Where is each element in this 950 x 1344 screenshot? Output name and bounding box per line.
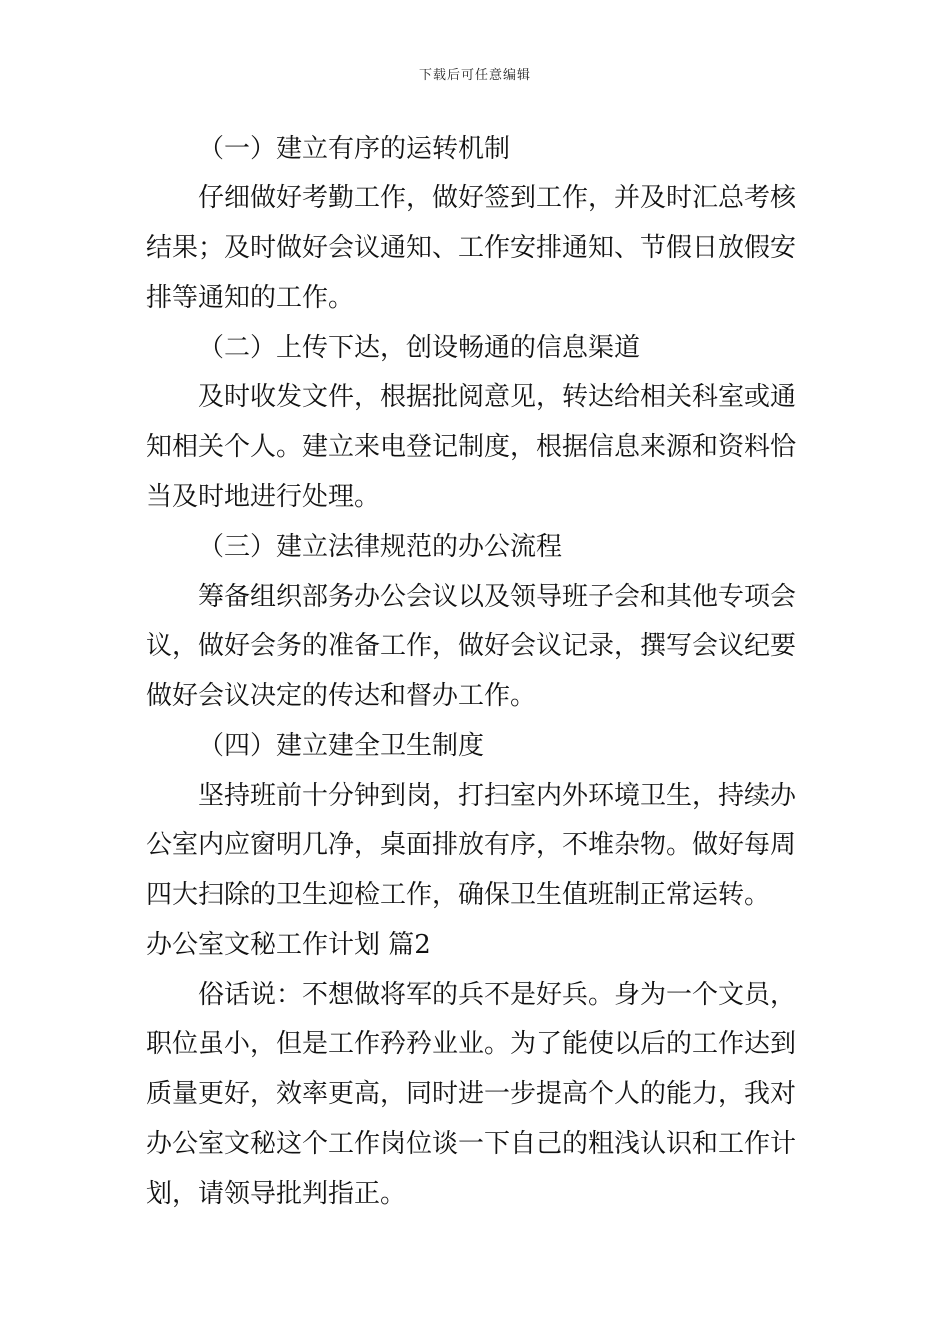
section-heading-4: （四）建立建全卫生制度 [198,731,485,761]
section-heading-1: （一）建立有序的运转机制 [198,134,511,164]
paragraph-line: 筹备组织部务办公会议以及领导班子会和其他专项会 [198,582,797,612]
paragraph-line: 排等通知的工作。 [146,283,355,313]
paragraph-line: 质量更好，效率更高，同时进一步提高个人的能力，我对 [146,1079,797,1109]
paragraph-line: 当及时地进行处理。 [146,482,381,512]
page-header: 下载后可任意编辑 [418,68,531,83]
paragraph-line: 议，做好会务的准备工作，做好会议记录，撰写会议纪要 [146,631,797,661]
paragraph-line: 四大扫除的卫生迎检工作，确保卫生值班制正常运转。 [146,880,771,910]
section-heading-2: （二）上传下达，创设畅通的信息渠道 [198,333,641,363]
paragraph-line: 划，请领导批判指正。 [146,1179,407,1209]
paragraph-line: 公室内应窗明几净，桌面排放有序，不堆杂物。做好每周 [146,830,797,860]
paragraph-line: 坚持班前十分钟到岗，打扫室内外环境卫生，持续办 [198,781,797,811]
article-title: 办公室文秘工作计划 篇2 [146,930,431,960]
paragraph-line: 及时收发文件，根据批阅意见，转达给相关科室或通 [198,382,797,412]
paragraph-line: 职位虽小，但是工作矜矜业业。为了能使以后的工作达到 [146,1029,797,1059]
paragraph-line: 仔细做好考勤工作，做好签到工作，并及时汇总考核 [198,183,797,213]
paragraph-line: 俗话说：不想做将军的兵不是好兵。身为一个文员， [198,980,797,1010]
section-heading-3: （三）建立法律规范的办公流程 [198,532,563,562]
paragraph-line: 办公室文秘这个工作岗位谈一下自己的粗浅认识和工作计 [146,1129,797,1159]
paragraph-line: 做好会议决定的传达和督办工作。 [146,681,537,711]
paragraph-line: 知相关个人。建立来电登记制度，根据信息来源和资料恰 [146,432,797,462]
paragraph-line: 结果；及时做好会议通知、工作安排通知、节假日放假安 [146,233,797,263]
